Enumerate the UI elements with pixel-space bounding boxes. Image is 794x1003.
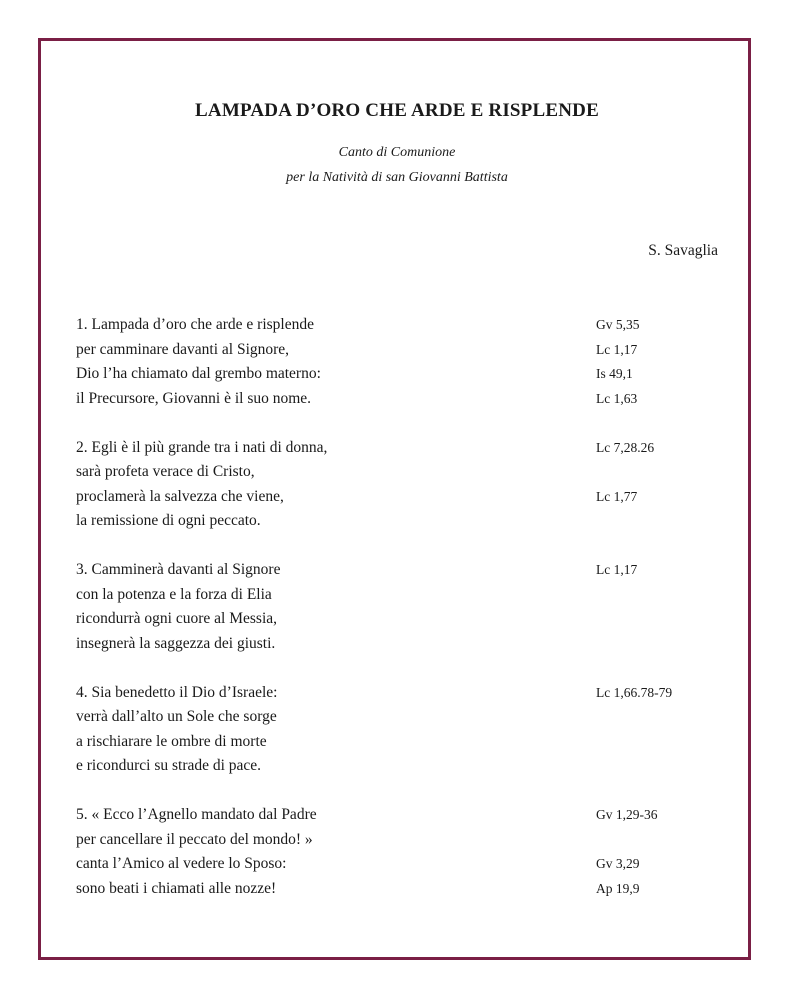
scripture-ref: Lc 1,66.78-79 — [596, 684, 673, 700]
verse-text: per camminare davanti al Signore, — [76, 340, 290, 358]
verse-line — [76, 338, 716, 363]
verse-line — [76, 607, 716, 632]
verse-text: la remissione di ogni peccato. — [76, 512, 261, 529]
verse-text: Dio l’ha chiamato dal grembo materno: — [76, 365, 321, 382]
author: S. Savaglia — [648, 242, 718, 259]
scripture-ref: Lc 1,77 — [596, 488, 638, 504]
verse-text: sarà profeta verace di Cristo, — [76, 463, 255, 480]
verse-text: canta l’Amico al vedere lo Sposo: — [76, 855, 287, 872]
verse-text: a rischiarare le ombre di morte — [76, 732, 267, 750]
verse-text: per cancellare il peccato del mondo! » — [76, 830, 313, 848]
scripture-ref: Gv 5,35 — [596, 317, 640, 332]
verse-line — [76, 852, 716, 877]
scripture-ref: Lc 1,17 — [596, 341, 638, 357]
verse-text: sono beati i chiamati alle nozze! — [76, 879, 277, 897]
verse-text: 1. Lampada d’oro che arde e risplende — [76, 316, 314, 333]
stanzas — [76, 313, 716, 926]
stanza-1 — [76, 313, 716, 411]
verse-line — [76, 828, 716, 853]
scripture-ref: Gv 1,29-36 — [596, 807, 658, 822]
verse-line — [76, 558, 716, 583]
verse-text: 2. Egli è il più grande tra i nati di donna, — [76, 438, 328, 456]
verse-text: 3. Camminerà davanti al Signore — [76, 561, 281, 578]
verse-line — [76, 730, 716, 755]
scripture-ref: Lc 1,63 — [596, 390, 638, 406]
scripture-ref: Is 49,1 — [596, 366, 633, 381]
stanza-4 — [76, 681, 716, 779]
song-title: LAMPADA D’ORO CHE ARDE E RISPLENDE — [195, 100, 599, 121]
verse-line — [76, 485, 716, 510]
scripture-ref: Ap 19,9 — [596, 880, 640, 896]
subtitle-feast: per la Natività di san Giovanni Battista — [286, 170, 508, 185]
verse-line — [76, 877, 716, 902]
verse-line — [76, 313, 716, 338]
stanza-5 — [76, 803, 716, 901]
verse-line — [76, 583, 716, 608]
scripture-ref: Gv 3,29 — [596, 856, 640, 871]
stanza-2 — [76, 436, 716, 534]
verse-line — [76, 436, 716, 461]
verse-text: 5. « Ecco l’Agnello mandato dal Padre — [76, 806, 317, 823]
verse-line — [76, 681, 716, 706]
verse-line — [76, 460, 716, 485]
verse-text: il Precursore, Giovanni è il suo nome. — [76, 389, 312, 407]
stanza-3 — [76, 558, 716, 656]
scripture-ref: Lc 7,28.26 — [596, 439, 655, 455]
verse-text: e ricondurci su strade di pace. — [76, 757, 262, 774]
verse-text: insegnerà la saggezza dei giusti. — [76, 634, 276, 652]
subtitle-occasion: Canto di Comunione — [338, 145, 456, 160]
verse-line — [76, 362, 716, 387]
verse-line — [76, 754, 716, 779]
verse-line — [76, 387, 716, 412]
verse-text: 4. Sia benedetto il Dio d’Israele: — [76, 683, 278, 701]
verse-line — [76, 632, 716, 657]
verse-line — [76, 509, 716, 534]
verse-text: ricondurrà ogni cuore al Messia, — [76, 610, 278, 627]
verse-line — [76, 803, 716, 828]
verse-line — [76, 705, 716, 730]
verse-text: verrà dall’alto un Sole che sorge — [76, 708, 277, 725]
scripture-ref: Lc 1,17 — [596, 562, 638, 577]
verse-text: proclamerà la salvezza che viene, — [76, 487, 284, 505]
verse-text: con la potenza e la forza di Elia — [76, 585, 272, 603]
